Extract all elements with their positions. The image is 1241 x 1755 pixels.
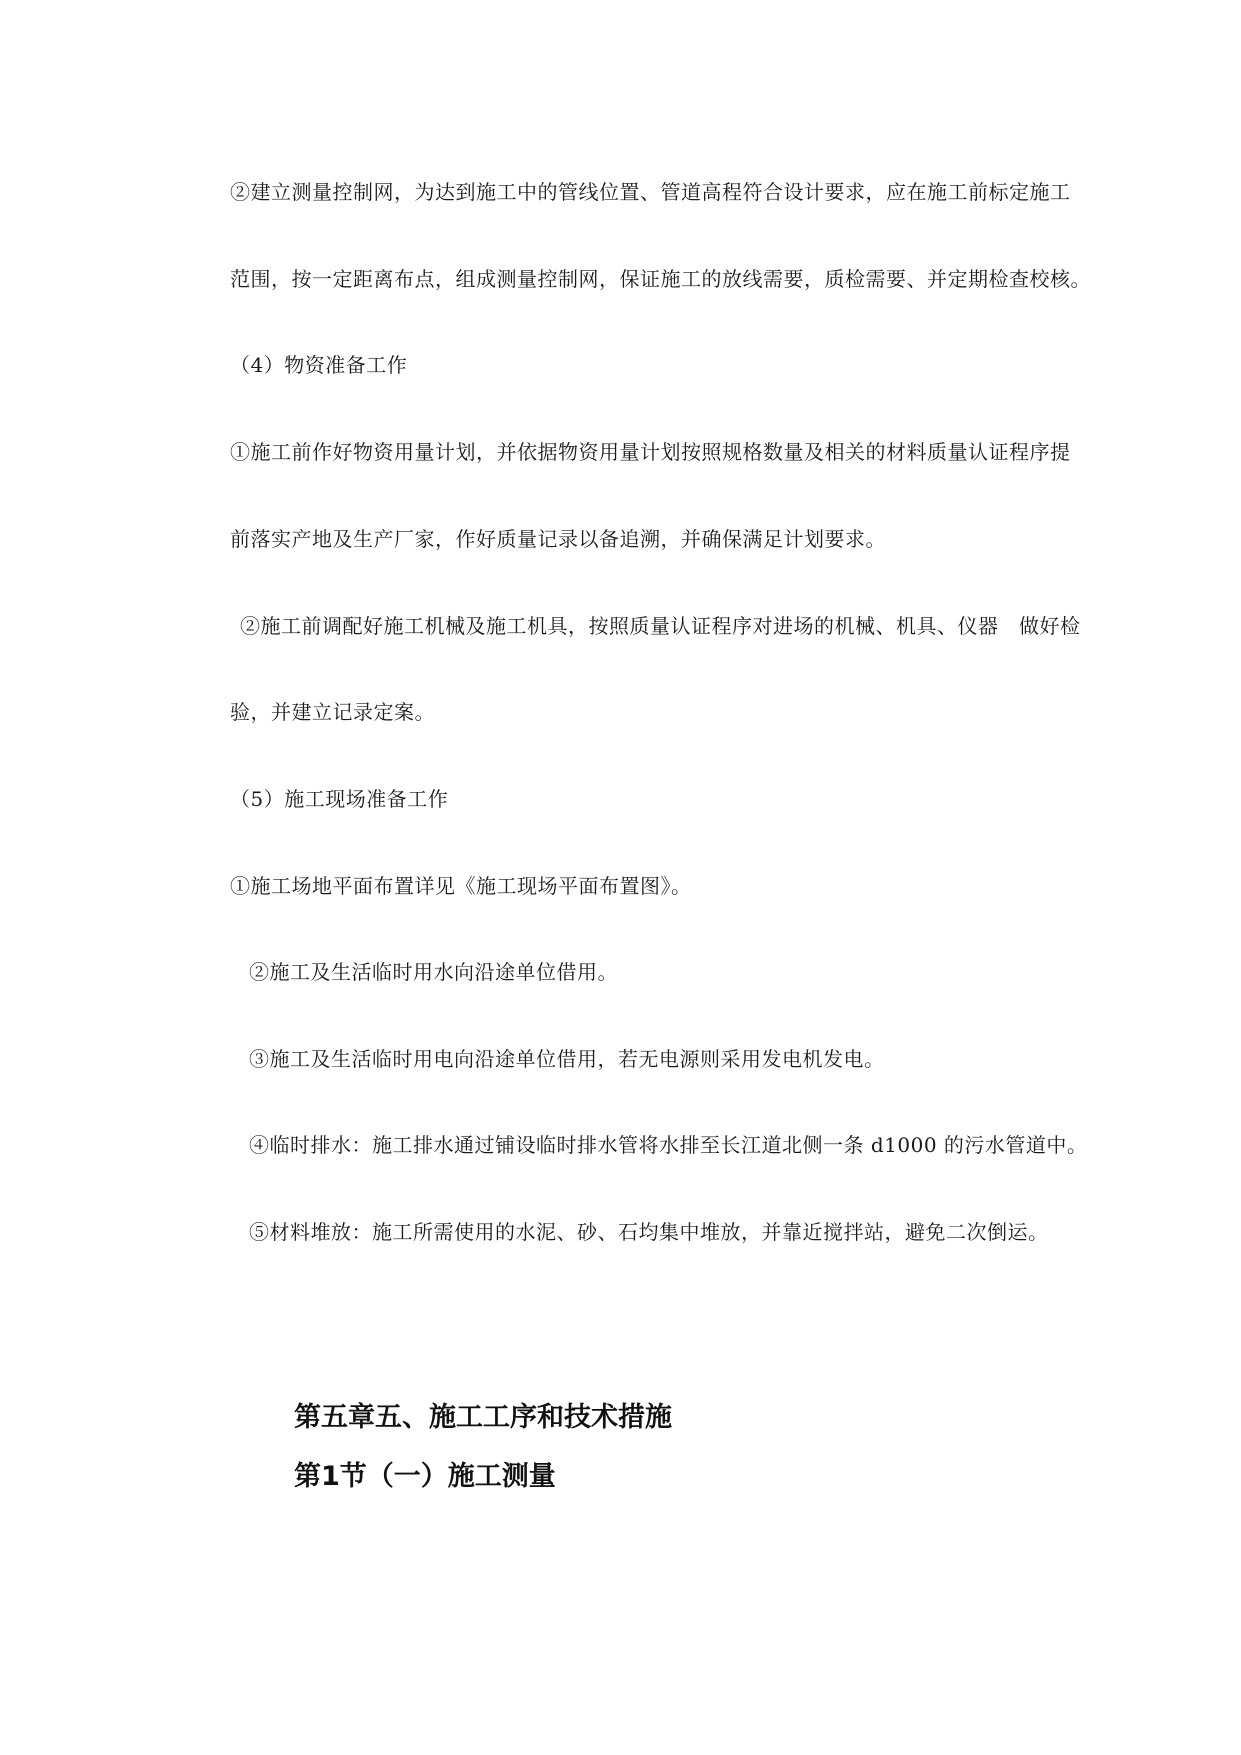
- subsection-title: （5）施工现场准备工作: [230, 787, 449, 811]
- paragraph-line: ②建立测量控制网，为达到施工中的管线位置、管道高程符合设计要求，应在施工前标定施工: [230, 180, 1071, 204]
- paragraph-line: 范围，按一定距离布点，组成测量控制网，保证施工的放线需要，质检需要、并定期检查校核。: [230, 267, 1091, 291]
- paragraph-line: ④临时排水：施工排水通过铺设临时排水管将水排至长江道北侧一条 d1000 的污水管道中。: [249, 1133, 1088, 1157]
- paragraph-line: 验，并建立记录定案。: [230, 700, 435, 724]
- paragraph-line: ③施工及生活临时用电向沿途单位借用，若无电源则采用发电机发电。: [249, 1047, 885, 1071]
- paragraph-line: 前落实产地及生产厂家，作好质量记录以备追溯，并确保满足计划要求。: [230, 527, 886, 551]
- paragraph-line: ②施工及生活临时用水向沿途单位借用。: [249, 960, 618, 984]
- section-heading: 第1节（一）施工测量: [294, 1461, 556, 1492]
- chapter-heading: 第五章五、施工工序和技术措施: [294, 1402, 672, 1433]
- paragraph-line: ①施工场地平面布置详见《施工现场平面布置图》。: [230, 874, 692, 898]
- subsection-title: （4）物资准备工作: [230, 353, 408, 377]
- paragraph-line: ①施工前作好物资用量计划，并依据物资用量计划按照规格数量及相关的材料质量认证程序提: [230, 440, 1071, 464]
- paragraph-line: ②施工前调配好施工机械及施工机具，按照质量认证程序对进场的机械、机具、仪器 做好检: [240, 614, 1081, 638]
- paragraph-line: ⑤材料堆放：施工所需使用的水泥、砂、石均集中堆放，并靠近搅拌站，避免二次倒运。: [249, 1220, 1049, 1244]
